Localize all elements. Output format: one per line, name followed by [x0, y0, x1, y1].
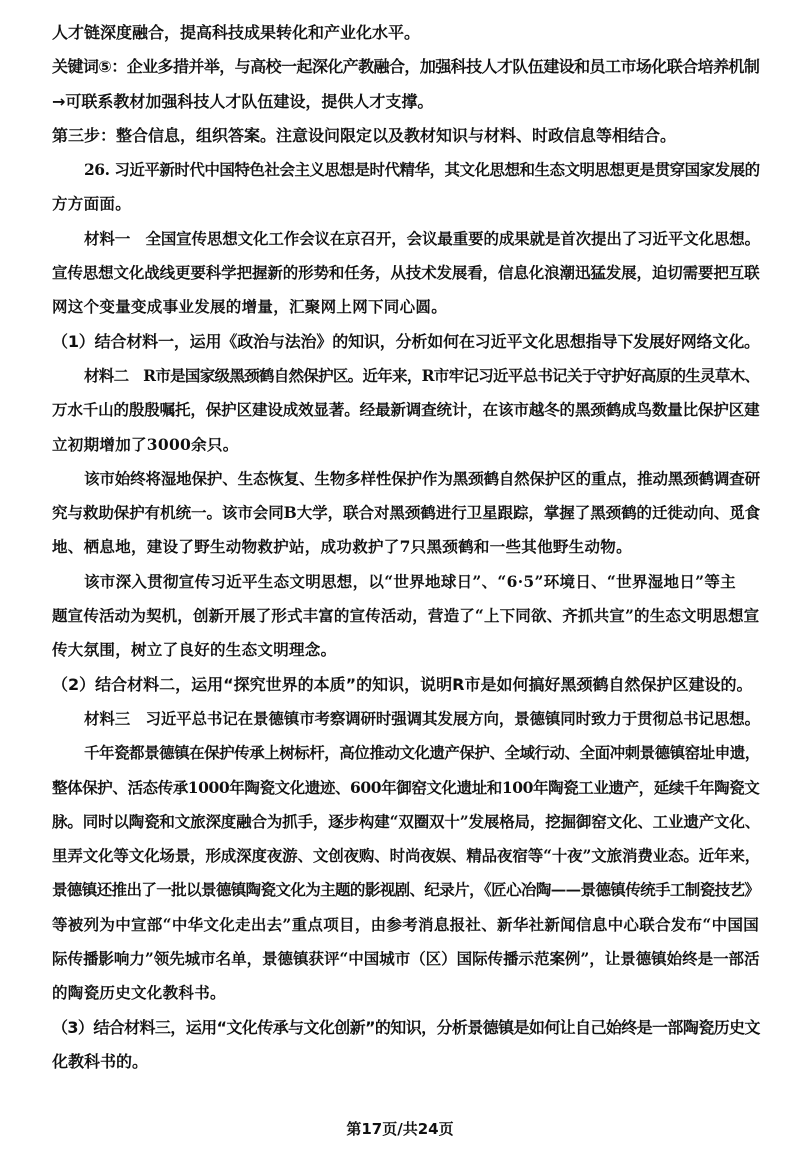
- material-2-line: 地、栖息地，建设了野生动物救护站，成功救护了7只黑颈鹤和一些其他野生动物。: [52, 537, 632, 557]
- material-2-line: 该市深入贯彻宣传习近平生态文明思想，以“世界地球日”、“6·5”环境日、“世界湿地日”等主: [84, 571, 736, 591]
- material-3-line: 等被列为中宣部“中华文化走出去”重点项目，由参考消息报社、新华社新闻信息中心联合发布“中国国: [52, 914, 760, 934]
- material-3-line: 的陶瓷历史文化教科书。: [52, 983, 226, 1003]
- material-3-line: 整体保护、活态传承1000年陶瓷文化遗迹、600年御窑文化遗址和100年陶瓷工业遗产，延续千年陶瓷文: [52, 777, 760, 797]
- keyword-5-arrow-line: →可联系教材加强科技人才队伍建设，提供人才支撑。: [52, 91, 434, 111]
- material-3-line: 际传播影响力”领先城市名单，景德镇获评“中国城市（区）国际传播示范案例”，让景德镇始终是一部活: [52, 949, 760, 969]
- material-1-line: 宣传思想文化战线更要科学把握新的形势和任务，从技术发展看，信息化浪潮迅猛发展，迫切需要把互联: [52, 263, 760, 283]
- answer-text-line: 人才链深度融合，提高科技成果转化和产业化水平。: [52, 23, 421, 42]
- step-3-line: 第三步：整合信息，组织答案。注意设问限定以及教材知识与材料、时政信息等相结合。: [52, 125, 677, 145]
- material-2-line: 立初期增加了3000余只。: [52, 434, 239, 454]
- material-2-line: 传大氛围，树立了良好的生态文明理念。: [52, 640, 337, 660]
- material-1-line: 材料一 全国宣传思想文化工作会议在京召开，会议最重要的成果就是首次提出了习近平文化思想。: [84, 228, 761, 248]
- material-2-line: 题宣传活动为契机，创新开展了形式丰富的宣传活动，营造了“上下同欲、齐抓共宣”的生态文明思想宣: [52, 606, 760, 626]
- sub-question-3-cont: 化教科书的。: [52, 1051, 149, 1071]
- page-number: 第17页/共24页: [346, 1120, 454, 1138]
- material-3-line: 里弄文化等文化场景，形成深度夜游、文创夜购、时尚夜娱、精品夜宿等“十夜”文旅消费业态。近年来，: [52, 846, 761, 866]
- sub-question-2: （2）结合材料二，运用“探究世界的本质”的知识，说明R市是如何搞好黑颈鹤自然保护区建设的。: [52, 674, 753, 694]
- material-2-line: 万水千山的殷殷嘱托，保护区建设成效显著。经最新调查统计，在该市越冬的黑颈鹤成鸟数量比保护区建: [52, 400, 760, 420]
- material-3-line: 脉。同时以陶瓷和文旅深度融合为抓手，逐步构建“双圈双十”发展格局，挖掘御窑文化、工业遗产文化、: [52, 811, 761, 831]
- material-1-line: 网这个变量变成事业发展的增量，汇聚网上网下同心圆。: [52, 297, 448, 317]
- question-26-stem: 26. 习近平新时代中国特色社会主义思想是时代精华，其文化思想和生态文明思想更是贯穿国家发展的: [84, 160, 760, 180]
- material-2-line: 材料二 R市是国家级黑颈鹤自然保护区。近年来，R市牢记习近平总书记关于守护好高原的生灵草木、: [84, 365, 760, 385]
- material-3-line: 景德镇还推出了一批以景德镇陶瓷文化为主题的影视剧、纪录片，《匠心冶陶——景德镇传统手工制瓷技艺》: [52, 880, 760, 900]
- sub-question-1: （1）结合材料一，运用《政治与法治》的知识，分析如何在习近平文化思想指导下发展好网络文化。: [52, 331, 760, 351]
- material-3-line: 千年瓷都景德镇在保护传承上树标杆，高位推动文化遗产保护、全域行动、全面冲刺景德镇窑址申遗，: [84, 743, 760, 763]
- material-2-line: 该市始终将湿地保护、生态恢复、生物多样性保护作为黑颈鹤自然保护区的重点，推动黑颈鹤调查研: [84, 468, 761, 488]
- material-2-line: 究与救助保护有机统一。该市会同B大学，联合对黑颈鹤进行卫星跟踪，掌握了黑颈鹤的迁徙动向、觅食: [52, 503, 761, 523]
- material-3-line: 材料三 习近平总书记在景德镇市考察调研时强调其发展方向，景德镇同时致力于贯彻总书记思想。: [84, 708, 761, 728]
- keyword-5-line: 关键词⑤：企业多措并举，与高校一起深化产教融合，加强科技人才队伍建设和员工市场化联合培养机制: [52, 57, 760, 77]
- question-26-stem-cont: 方方面面。: [52, 194, 132, 214]
- sub-question-3: （3）结合材料三，运用“文化传承与文化创新”的知识，分析景德镇是如何让自己始终是一部陶瓷历史文: [52, 1017, 760, 1037]
